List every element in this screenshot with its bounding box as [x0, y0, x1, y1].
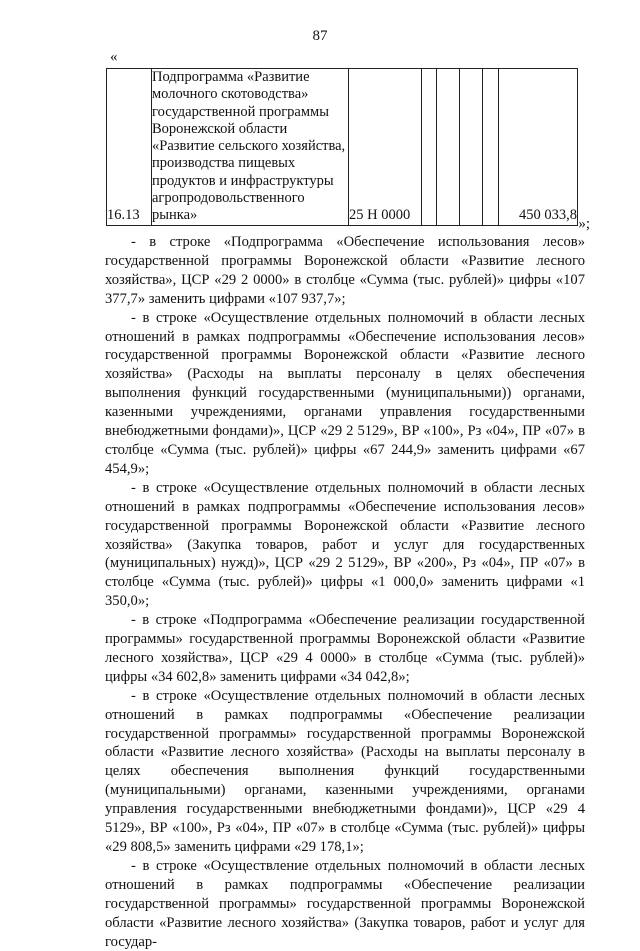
- amendment-paragraph-1: - в строке «Подпрограмма «Обеспечение использования лесов» государственной программы Воронежской области «Развитие лесного хозяйства», ЦСР «29 2 0000» в столбце «Сумма (тыс. рублей)» цифры «107 377,7» заменить цифрами «107 937,7»;: [105, 234, 585, 307]
- budget-table: [106, 68, 578, 226]
- amendment-paragraph-4: - в строке «Подпрограмма «Обеспечение реализации государственной программы» государственной программы Воронежской области «Развитие лесного хозяйства», ЦСР «29 4 0000» в столбце «Сумма (тыс. рублей)» цифры «34 602,8» заменить цифрами «34 042,8»;: [105, 612, 585, 685]
- amendment-paragraph-2: - в строке «Осуществление отдельных полномочий в области лесных отношений в рамках подпрограммы «Обеспечение использования лесов» государственной программы Воронежской области «Развитие лесного хозяйства» (Расходы на выплаты персоналу в целях обеспечения выполнения функций государственными (муниципальными)) органами, казенными учреждениями, органами управления государственными внебюджетными фондами)», ЦСР «29 2 5129», ВР «100», Рз «04», ПР «07» в столбце «Сумма (тыс. рублей)» цифры «67 244,9» заменить цифрами «67 454,9»;: [105, 309, 585, 477]
- amendment-paragraph-3: - в строке «Осуществление отдельных полномочий в области лесных отношений в рамках подпрограммы «Обеспечение использования лесов» государственной программы Воронежской области «Развитие лесного хозяйства» (Закупка товаров, работ и услуг для государственных (муниципальных) нужд)», ЦСР «29 2 5129», ВР «200», Рз «04», ПР «07» в столбце «Сумма (тыс. рублей)» цифры «1 000,0» заменить цифрами «1 350,0»;: [105, 479, 585, 610]
- row-csr-cell: 25 Н 0000: [349, 69, 422, 226]
- row-vr-cell: [422, 69, 437, 226]
- amendment-text: [105, 233, 585, 951]
- row-pr-cell: [460, 69, 483, 226]
- row-number-cell: 16.13: [107, 69, 152, 226]
- opening-quote-mark: «: [110, 49, 118, 65]
- page-number: 87: [312, 28, 328, 44]
- table-row: [107, 69, 578, 226]
- amendment-paragraph-6: - в строке «Осуществление отдельных полномочий в области лесных отношений в рамках подпрограммы «Обеспечение реализации государственной программы» государственной программы Воронежской области «Развитие лесного хозяйства» (Закупка товаров, работ и услуг для государ-: [105, 857, 585, 950]
- row-extra-cell: [483, 69, 499, 226]
- amendment-paragraph-5: - в строке «Осуществление отдельных полномочий в области лесных отношений в рамках подпрограммы «Обеспечение реализации государственной программы» государственной программы Воронежской области «Развитие лесного хозяйства» (Расходы на выплаты персоналу в целях обеспечения выполнения функций государственными (муниципальными) органами, казенными учреждениями, органами управления государственными внебюджетными фондами)», ЦСР «29 4 5129», ВР «100», Рз «04», ПР «07» в столбце «Сумма (тыс. рублей)» цифры «29 808,5» заменить цифрами «29 178,1»;: [105, 687, 585, 855]
- closing-quote-mark: »;: [578, 216, 590, 232]
- row-name-cell: Подпрограмма «Развитие молочного скотоводства» государственной программы Воронежской области «Развитие сельского хозяйства, производства пищевых продуктов и инфраструктуры агропродовольственного рынка»: [152, 69, 349, 226]
- row-rz-cell: [437, 69, 460, 226]
- row-sum-cell: 450 033,8: [499, 69, 578, 226]
